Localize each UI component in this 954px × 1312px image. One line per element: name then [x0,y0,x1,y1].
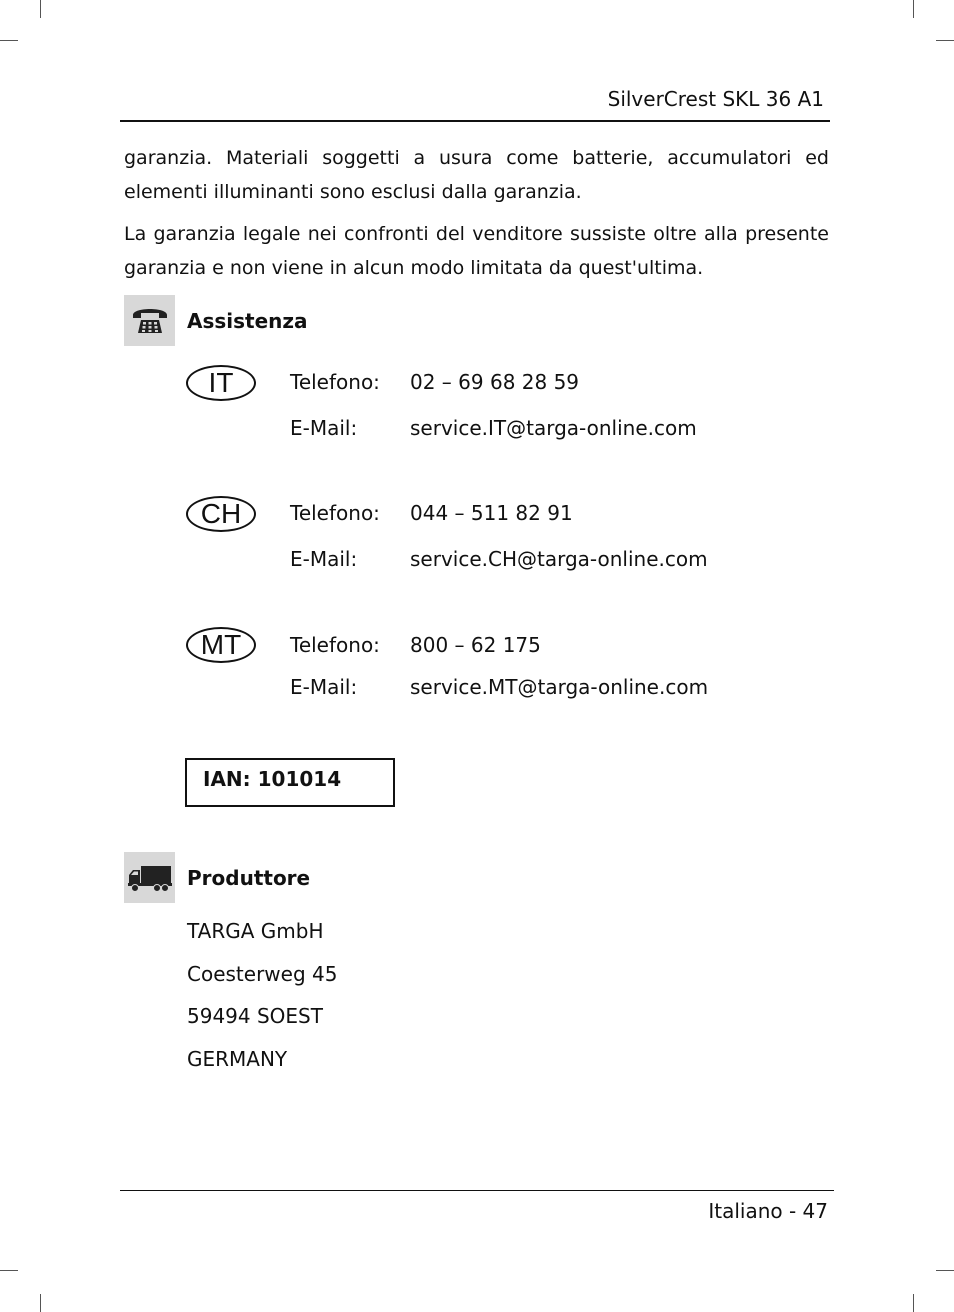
crop-mark [40,1294,41,1312]
ian-number: IAN: 101014 [203,767,342,791]
header-rule [120,120,830,122]
footer-rule [120,1190,834,1191]
page-header-title: SilverCrest SKL 36 A1 [607,87,824,111]
address-line: 59494 SOEST [187,1004,323,1028]
address-line: Coesterweg 45 [187,962,338,986]
crop-mark [913,0,914,18]
body-paragraph: garanzia. Materiali soggetti a usura come batterie, accumulatori ed elementi illuminanti sono esclusi dalla garanzia. [124,147,829,203]
phone-label: Telefono: [290,501,380,525]
section-title-assistenza: Assistenza [187,309,308,333]
country-code-badge: CH [186,496,256,532]
crop-mark [913,1294,914,1312]
crop-mark [936,40,954,41]
address-line: TARGA GmbH [187,919,324,943]
email-address: service.MT@targa-online.com [410,675,709,699]
email-label: E-Mail: [290,416,358,440]
body-paragraph: La garanzia legale nei confronti del venditore sussiste oltre alla presente garanzia e non viene in alcun modo limitata da quest'ultima. [124,223,829,279]
email-address: service.CH@targa-online.com [410,547,708,571]
crop-mark [936,1270,954,1271]
crop-mark [0,1270,18,1271]
email-address: service.IT@targa-online.com [410,416,697,440]
phone-number: 044 – 511 82 91 [410,501,573,525]
ian-box [185,758,395,807]
crop-mark [40,0,41,18]
telephone-icon [124,295,175,346]
phone-label: Telefono: [290,633,380,657]
country-code-badge: MT [186,627,256,663]
page-footer: Italiano - 47 [708,1199,828,1223]
address-line: GERMANY [187,1047,288,1071]
truck-icon [124,852,175,903]
phone-number: 800 – 62 175 [410,633,541,657]
section-title-produttore: Produttore [187,866,311,890]
email-label: E-Mail: [290,675,358,699]
phone-label: Telefono: [290,370,380,394]
country-code-badge: IT [186,365,256,401]
crop-mark [0,40,18,41]
phone-number: 02 – 69 68 28 59 [410,370,580,394]
email-label: E-Mail: [290,547,358,571]
